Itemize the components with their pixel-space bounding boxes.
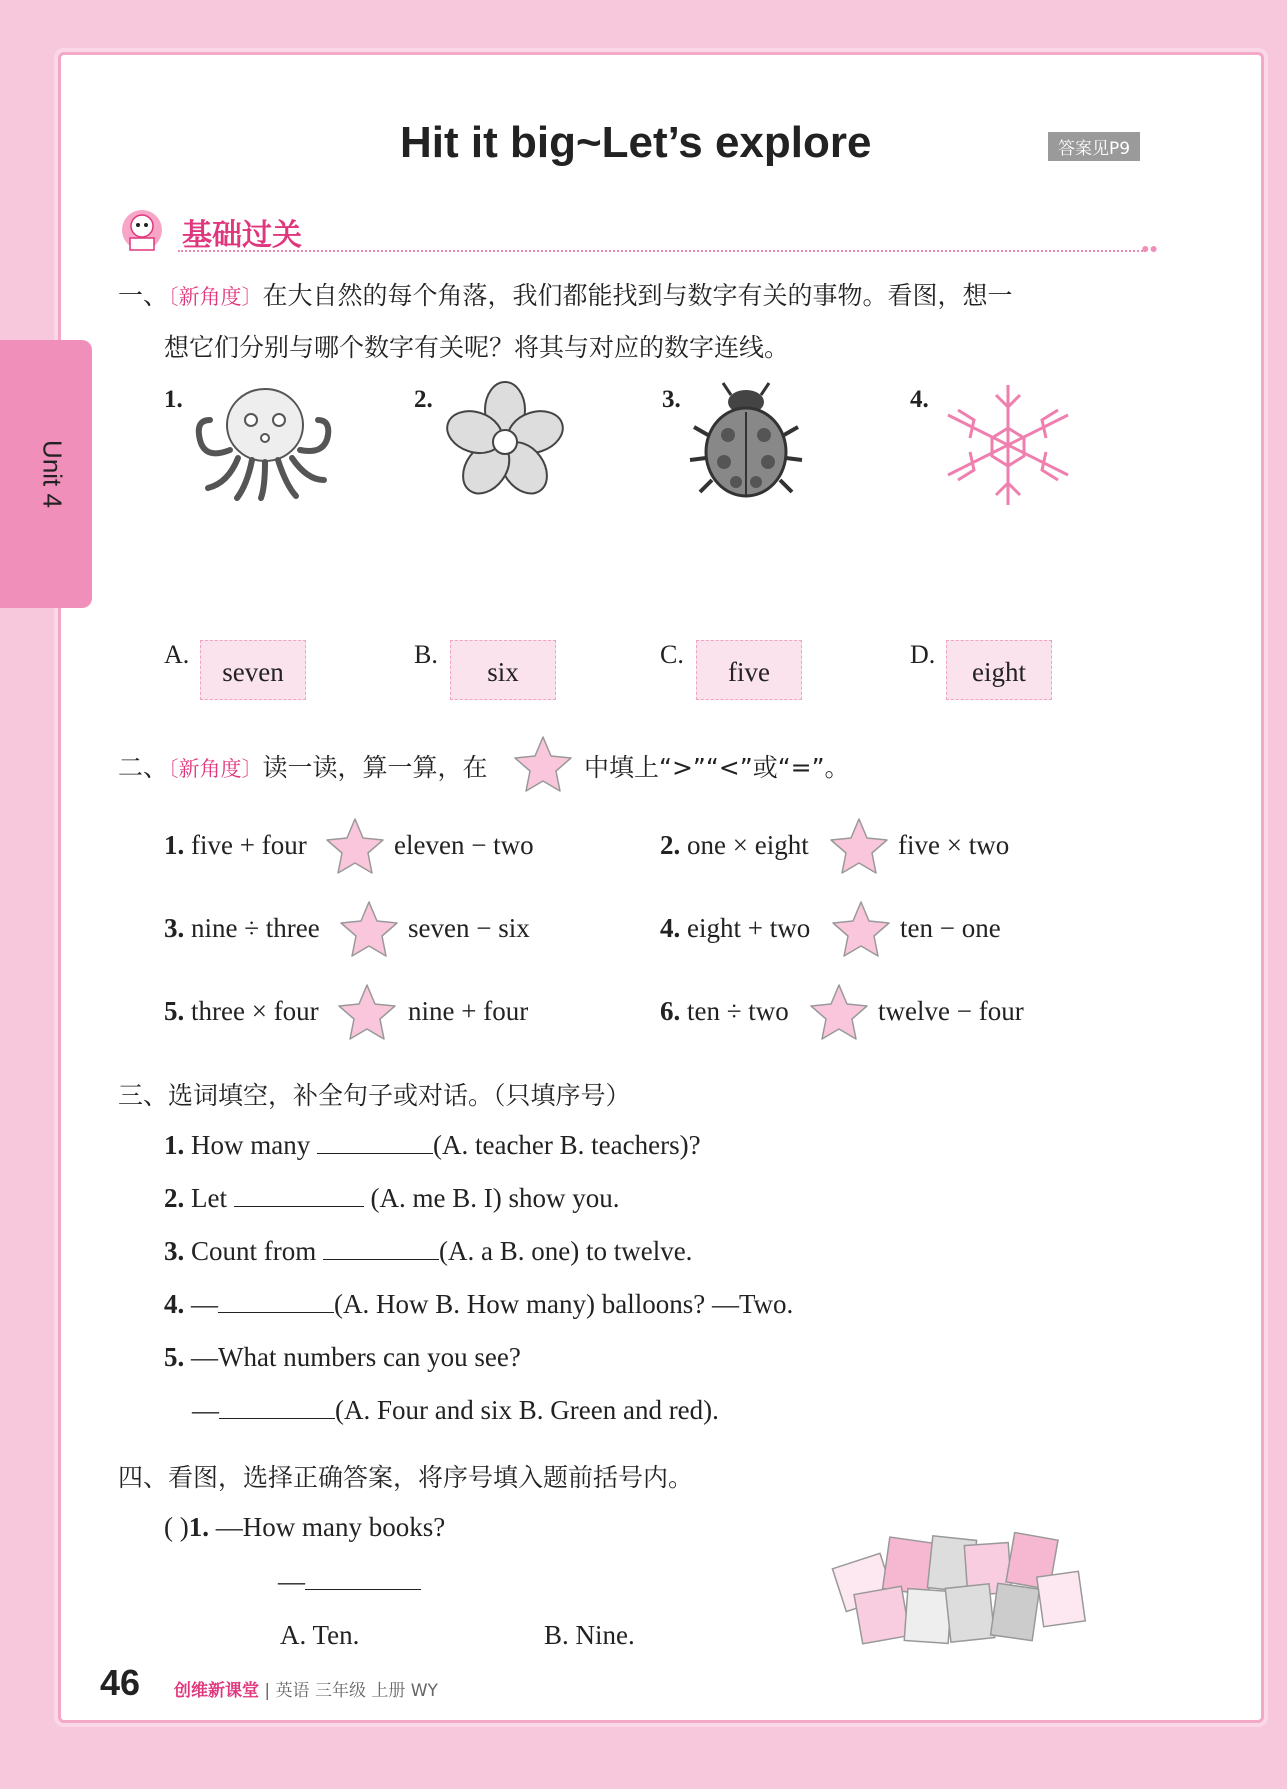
star-answer-slot[interactable]	[828, 816, 890, 878]
picture-number: 2.	[414, 386, 433, 413]
option-word-box[interactable]: eight	[946, 640, 1052, 700]
q1-heading-cont: 想它们分别与哪个数字有关呢？将其与对应的数字连线。	[164, 333, 790, 362]
star-answer-slot[interactable]	[830, 899, 892, 961]
section-header	[118, 204, 1158, 257]
q2-heading-cont: 中填上“>”“<”或“=”。	[584, 753, 850, 782]
picture-number: 4.	[910, 386, 929, 413]
answer-blank[interactable]	[323, 1237, 439, 1260]
mascot-icon	[118, 204, 170, 254]
unit-tab-label: Unit 4	[37, 440, 68, 508]
fill-sentence: 4. — (A. How B. How many) balloons? —Two.	[164, 1289, 794, 1319]
compare-right: eleven − two	[394, 830, 534, 860]
option-word-box[interactable]: seven	[200, 640, 306, 700]
answer-blank[interactable]	[234, 1184, 364, 1207]
q2-heading: 二、〔新角度〕读一读，算一算，在	[118, 753, 488, 782]
compare-left: 3. nine ÷ three	[164, 913, 320, 943]
fill-sentence: 5. —What numbers can you see?	[164, 1342, 521, 1372]
q4-option-a[interactable]: A. Ten.	[280, 1620, 360, 1650]
q1-heading: 一、〔新角度〕在大自然的每个角落，我们都能找到与数字有关的事物。看图，想一	[118, 281, 1013, 310]
compare-left: 5. three × four	[164, 996, 319, 1026]
ladybug-icon	[686, 380, 806, 505]
answer-blank[interactable]	[317, 1131, 433, 1154]
compare-right: twelve − four	[878, 996, 1024, 1026]
q4-question-line: ( )1. —How many books?	[164, 1512, 446, 1542]
q4-option-b[interactable]: B. Nine.	[544, 1620, 635, 1650]
compare-left: 1. five + four	[164, 830, 307, 860]
answer-paren[interactable]: ( )	[164, 1512, 189, 1542]
page-number: 46	[100, 1662, 141, 1703]
compare-left: 2. one × eight	[660, 830, 809, 860]
answer-blank[interactable]	[305, 1567, 421, 1590]
decor-dots: ●●	[1141, 242, 1158, 257]
compare-right: seven − six	[408, 913, 530, 943]
snowflake-icon	[938, 380, 1078, 510]
picture-number: 3.	[662, 386, 681, 413]
compare-left: 6. ten ÷ two	[660, 996, 789, 1026]
star-answer-slot[interactable]	[808, 982, 870, 1044]
option-letter: D.	[910, 640, 936, 669]
option-word-box[interactable]: five	[696, 640, 802, 700]
books-icon	[818, 1530, 1098, 1650]
answer-blank[interactable]	[218, 1290, 334, 1313]
flower-icon	[440, 380, 570, 500]
section-title: 基础过关	[182, 218, 302, 253]
compare-left: 4. eight + two	[660, 913, 811, 943]
octopus-icon	[190, 380, 340, 505]
q4-heading: 四、看图，选择正确答案，将序号填入题前括号内。	[118, 1463, 694, 1492]
section-divider	[178, 250, 1146, 252]
star-icon	[512, 734, 574, 796]
compare-right: five × two	[898, 830, 1010, 860]
fill-sentence: 1. How many (A. teacher B. teachers)?	[164, 1130, 701, 1160]
option-letter: A.	[164, 640, 190, 669]
answer-blank[interactable]	[219, 1396, 335, 1419]
star-answer-slot[interactable]	[336, 982, 398, 1044]
star-answer-slot[interactable]	[338, 899, 400, 961]
picture-number: 1.	[164, 386, 183, 413]
option-letter: C.	[660, 640, 684, 669]
footer-info: 创维新课堂 | 英语 三年级 上册 WY	[174, 1681, 438, 1701]
page-title: Hit it big~Let’s explore	[400, 118, 872, 167]
compare-right: ten − one	[900, 913, 1001, 943]
option-letter: B.	[414, 640, 438, 669]
option-word-box[interactable]: six	[450, 640, 556, 700]
star-answer-slot[interactable]	[324, 816, 386, 878]
fill-sentence: 2. Let (A. me B. I) show you.	[164, 1183, 620, 1213]
q3-heading: 三、选词填空，补全句子或对话。（只填序号）	[118, 1081, 631, 1110]
fill-sentence: 3. Count from (A. a B. one) to twelve.	[164, 1236, 693, 1266]
q4-answer-line: —	[278, 1566, 421, 1597]
answer-reference-badge: 答案见P9	[1048, 132, 1140, 161]
fill-sentence: — (A. Four and six B. Green and red).	[192, 1395, 719, 1425]
compare-right: nine + four	[408, 996, 529, 1026]
